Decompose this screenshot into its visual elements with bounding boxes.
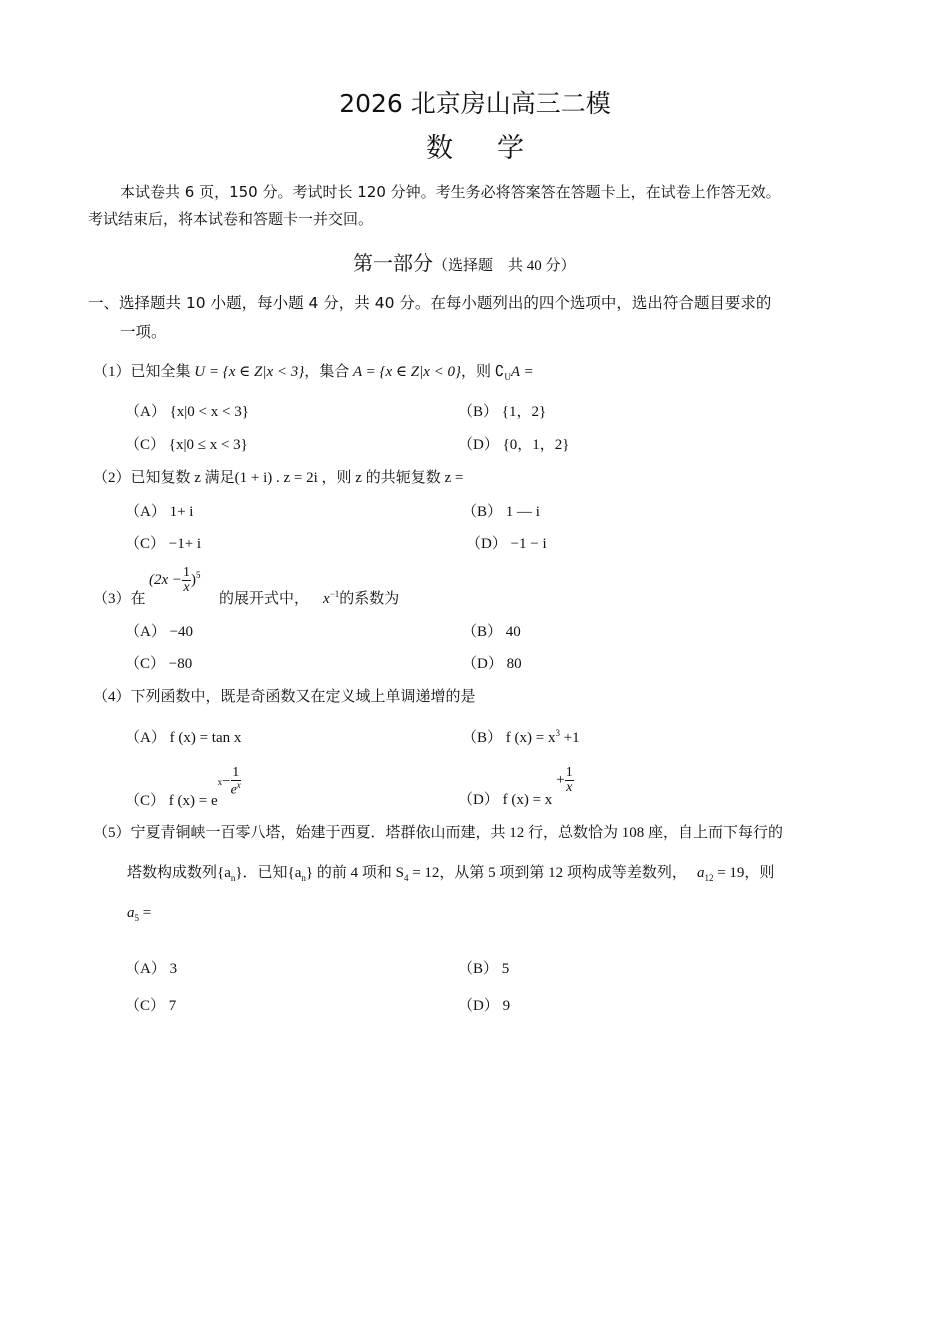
q1-set-a: A = {x ∈ Z|x < 0} bbox=[353, 364, 462, 380]
intro-line-1: 本试卷共 6 页，150 分。考试时长 120 分钟。考生务必将答案答在答题卡上，在试卷上作答无效。 bbox=[120, 183, 781, 201]
q4-d-frac-denominator: x bbox=[566, 780, 573, 795]
q1-end: A = bbox=[510, 364, 534, 380]
q1-sub: U bbox=[504, 372, 511, 382]
q4-c-frac-numerator: 1 bbox=[232, 765, 240, 780]
q3-tail: 的系数为 bbox=[339, 591, 400, 607]
q1-option-a: （A） {x|0 < x < 3} bbox=[125, 404, 249, 420]
question-4: （4）下列函数中，既是奇函数又在定义域上单调递增的是 bbox=[93, 689, 476, 705]
q1-tail: ，则 ∁ bbox=[461, 364, 505, 380]
q4-option-c bbox=[125, 765, 241, 810]
intro-line-2: 考试结束后，将本试卷和答题卡一并交回。 bbox=[88, 210, 374, 228]
q3-expression bbox=[149, 566, 201, 595]
q3-option-a: （A） −40 bbox=[125, 624, 194, 640]
q3-frac-numerator: 1 bbox=[183, 565, 191, 580]
subject-title: 数学 bbox=[426, 133, 568, 164]
q5-l2-c: } 的前 4 项和 S bbox=[305, 865, 404, 881]
q1-option-b: （B） {1，2} bbox=[458, 404, 547, 420]
q2-option-d: （D） −1 − i bbox=[466, 536, 547, 552]
q3-fraction bbox=[182, 566, 191, 595]
q5-l3-b: = bbox=[139, 905, 152, 921]
section-heading bbox=[353, 247, 576, 276]
q3-var: x bbox=[323, 591, 330, 607]
q4-d-frac-numerator: 1 bbox=[565, 765, 573, 780]
q4-c-minus: − bbox=[222, 773, 231, 790]
q3-mid: 的展开式中， bbox=[219, 591, 310, 607]
q3-option-d: （D） 80 bbox=[462, 656, 522, 672]
q2-option-b: （B） 1 — i bbox=[462, 504, 540, 520]
q5-l3-sub: 5 bbox=[134, 913, 139, 923]
q2-option-c: （C） −1+ i bbox=[125, 536, 202, 552]
q4-option-b bbox=[462, 726, 580, 747]
q4-d-fraction bbox=[565, 766, 574, 795]
q5-option-c: （C） 7 bbox=[125, 998, 177, 1014]
q4-b-exp: 3 bbox=[555, 728, 560, 738]
question-1 bbox=[93, 360, 534, 382]
q5-l2-f: = 19，则 bbox=[713, 865, 775, 881]
question-2: （2）已知复数 z 满足(1 + i) . z = 2i ，则 z 的共轭复数 z = bbox=[93, 470, 464, 486]
q1-option-c: （C） {x|0 ≤ x < 3} bbox=[125, 437, 248, 453]
q5-l2-sub4: 12 bbox=[704, 873, 714, 883]
q1-mid: ，集合 bbox=[304, 364, 353, 380]
q5-option-a: （A） 3 bbox=[125, 961, 178, 977]
q5-option-d: （D） 9 bbox=[458, 998, 511, 1014]
q1-prefix: （1）已知全集 bbox=[93, 364, 195, 380]
q4-c-prefix: （C） f (x) = e bbox=[125, 793, 218, 810]
q3-var-exp: −1 bbox=[329, 589, 340, 599]
q5-line-2 bbox=[127, 861, 774, 883]
q5-l2-a: 塔数构成数列{a bbox=[127, 865, 231, 881]
q5-option-b: （B） 5 bbox=[458, 961, 510, 977]
q5-l2-e: a bbox=[696, 865, 705, 881]
q4-option-d bbox=[458, 765, 574, 808]
part-instruction-line-1: 一、选择题共 10 小题，每小题 4 分，共 40 分。在每小题列出的四个选项中，选出符合题目要求的 bbox=[88, 294, 772, 312]
q5-l2-d: = 12，从第 5 项到第 12 项构成等差数列， bbox=[408, 865, 687, 881]
q5-l2-sub3: 4 bbox=[403, 873, 409, 883]
q4-c-fraction bbox=[231, 766, 241, 798]
q4-c-frac-denominator bbox=[231, 781, 241, 798]
q5-l3-a: a bbox=[127, 905, 135, 921]
q5-line-3 bbox=[127, 905, 151, 923]
section-note: （选择题 共 40 分） bbox=[433, 258, 576, 274]
q3-option-b: （B） 40 bbox=[462, 624, 521, 640]
q4-c-frac-den-base: e bbox=[230, 782, 237, 798]
part-instruction-line-2: 一项。 bbox=[120, 323, 167, 341]
q1-option-d: （D） {0，1，2} bbox=[458, 437, 570, 453]
q3-option-c: （C） −80 bbox=[125, 656, 193, 672]
q4-d-plus: + bbox=[556, 771, 565, 788]
q4-d-prefix: （D） f (x) = x bbox=[458, 791, 553, 808]
q5-line-1: （5）宁夏青铜峡一百零八塔，始建于西夏．塔群依山而建，共 12 行，总数恰为 108 座，自上而下每行的 bbox=[93, 825, 784, 841]
q2-option-a: （A） 1+ i bbox=[125, 504, 194, 520]
q5-l2-sub1: n bbox=[230, 873, 236, 883]
q5-l2-sub2: n bbox=[301, 873, 306, 883]
q5-l2-b: }．已知{a bbox=[235, 865, 302, 881]
exam-title: 2026 北京房山高三二模 bbox=[339, 89, 611, 118]
q3-exponent: 5 bbox=[196, 569, 201, 580]
q3-expr-left: (2x − bbox=[149, 571, 183, 588]
q4-option-a: （A） f (x) = tan x bbox=[125, 730, 242, 746]
q4-b-prefix: （B） f (x) = x bbox=[462, 730, 556, 746]
q4-c-frac-den-exp: x bbox=[236, 780, 241, 790]
q4-b-tail: +1 bbox=[559, 730, 580, 746]
q3-text bbox=[219, 587, 399, 608]
q1-set-u: U = {x ∈ Z|x < 3} bbox=[194, 364, 305, 380]
q3-frac-denominator: x bbox=[183, 580, 190, 595]
q4-c-exp: x bbox=[217, 777, 223, 788]
section-title: 第一部分 bbox=[353, 251, 433, 275]
q3-prefix: （3）在 bbox=[93, 591, 146, 607]
q3-expr-right: ) bbox=[191, 571, 197, 588]
